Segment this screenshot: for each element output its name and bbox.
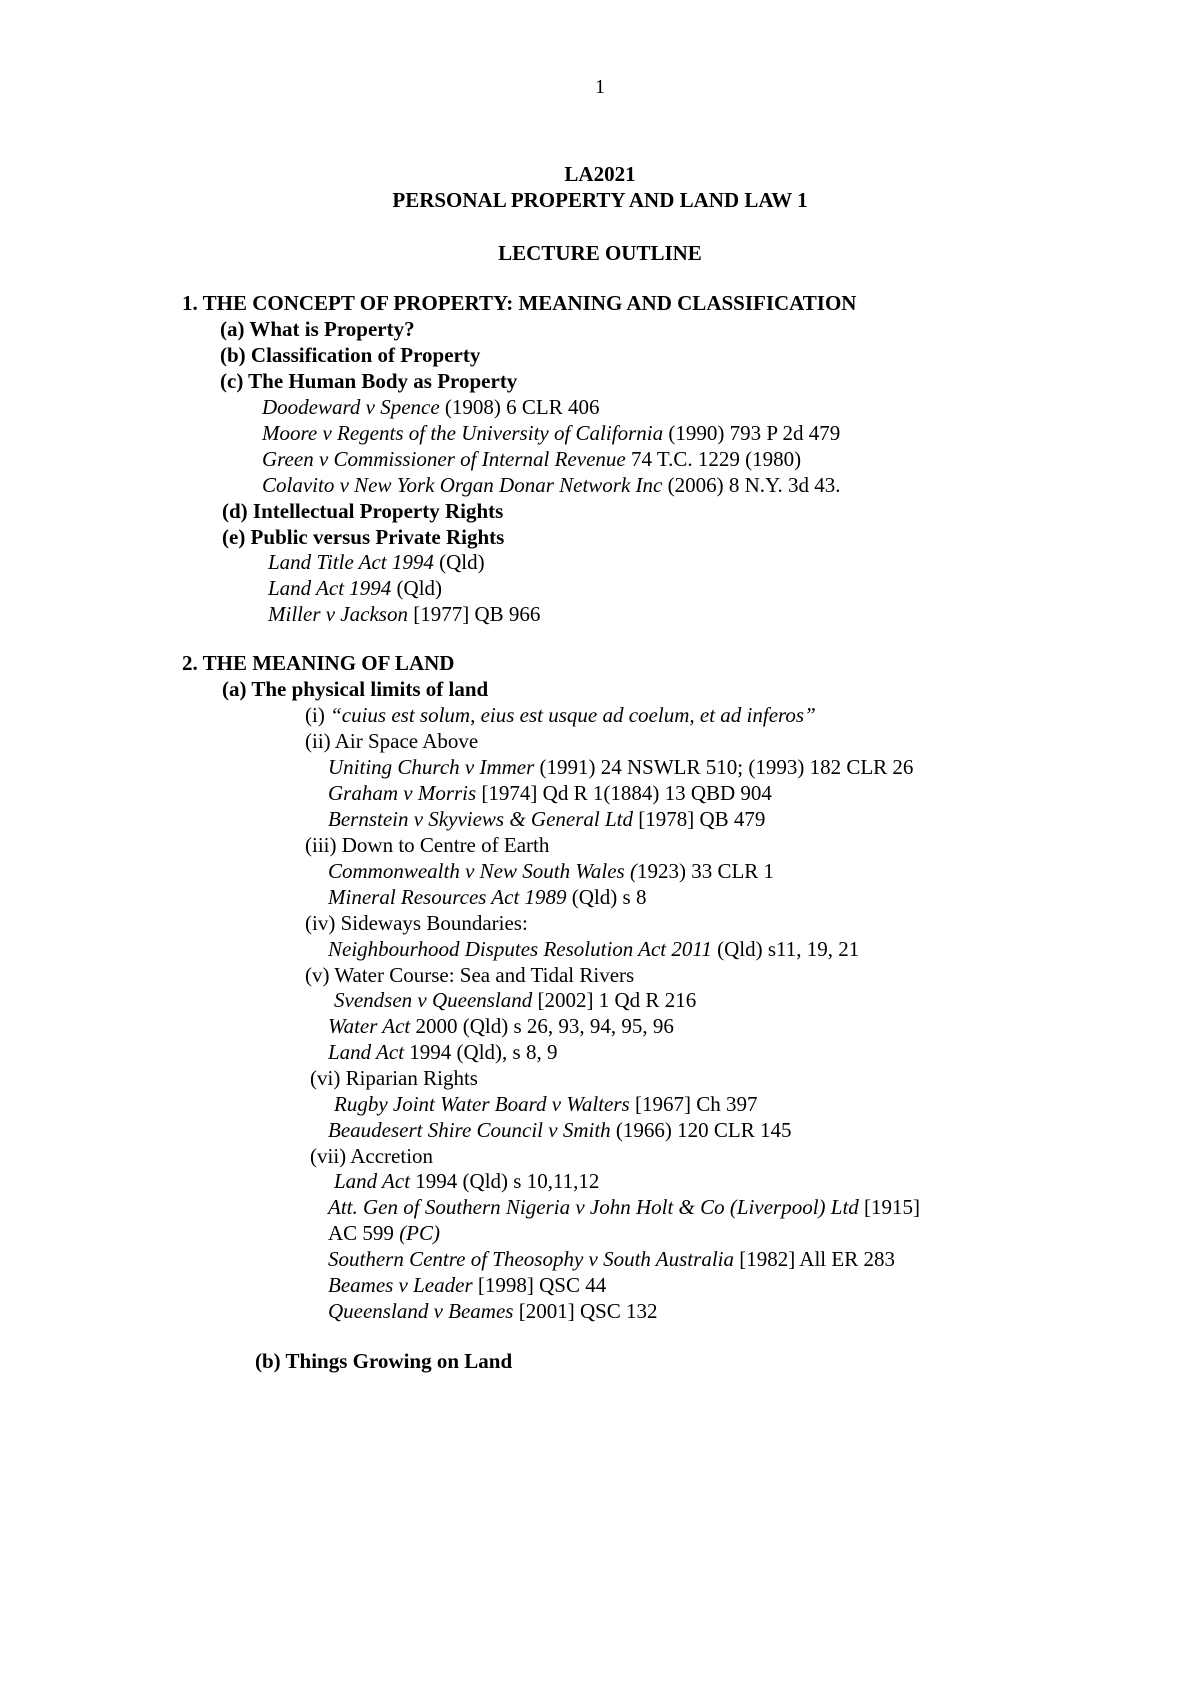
case-name: Green v Commissioner of Internal Revenue [262,447,626,471]
case-citation-continued [328,1220,440,1246]
latin-maxim [305,702,816,728]
section-1-item-c: (c) The Human Body as Property [220,369,518,393]
case-name: Moore v Regents of the University of California [262,421,664,445]
case-citation: [2002] 1 Qd R 216 [532,988,697,1012]
case-citation: AC 599 [328,1221,400,1245]
case-citation: (2006) 8 N.Y. 3d 43. [662,473,841,497]
case-name: Bernstein v Skyviews & General Ltd [328,807,634,831]
case-name: Miller v Jackson [268,602,408,626]
document-title: LECTURE OUTLINE [498,241,702,265]
maxim-text: “cuius est solum, eius est usque ad coelum, et ad inferos” [330,703,816,727]
case-citation: (Qld) s11, 19, 21 [711,937,860,961]
section-1-item-a: (a) What is Property? [220,317,415,341]
case-reference [334,987,696,1013]
case-citation: (1966) 120 CLR 145 [610,1118,792,1142]
case-name: Att. Gen of Southern Nigeria v John Holt & Co (Liverpool) Ltd [328,1195,859,1219]
subheading-centre-of-earth: (iii) Down to Centre of Earth [305,833,550,857]
subheading-air-space: (ii) Air Space Above [305,729,479,753]
case-citation: [1977] QB 966 [407,602,541,626]
case-name: Neighbourhood Disputes Resolution Act 2011 [328,937,712,961]
case-reference [268,575,442,601]
section-1-heading: 1. THE CONCEPT OF PROPERTY: MEANING AND CLASSIFICATION [182,291,857,315]
section-1-item-e: (e) Public versus Private Rights [222,525,505,549]
case-citation: 74 T.C. 1229 (1980) [625,447,802,471]
case-reference [262,394,600,420]
case-citation: [2001] QSC 132 [513,1299,658,1323]
section-2-item-b: (b) Things Growing on Land [255,1349,513,1373]
case-reference [268,549,485,575]
case-name: Water Act [328,1014,411,1038]
maxim-label: (i) [305,703,331,727]
case-citation: 2000 (Qld) s 26, 93, 94, 95, 96 [410,1014,674,1038]
case-name: Graham v Morris [328,781,477,805]
case-reference [328,936,859,962]
case-reference [262,420,840,446]
case-name: Queensland v Beames [328,1299,514,1323]
case-citation: (Qld) [391,576,443,600]
case-reference [328,780,772,806]
case-name: Mineral Resources Act 1989 [328,885,567,909]
case-citation: 1994 (Qld), s 8, 9 [404,1040,558,1064]
case-name: Commonwealth v New South Wales ( [328,859,637,883]
case-reference [262,472,840,498]
section-1-item-d: (d) Intellectual Property Rights [222,499,504,523]
course-title: PERSONAL PROPERTY AND LAND LAW 1 [392,188,808,212]
case-reference [328,884,646,910]
subheading-water-course: (v) Water Course: Sea and Tidal Rivers [305,963,635,987]
case-citation: (1990) 793 P 2d 479 [663,421,841,445]
section-2-item-a: (a) The physical limits of land [222,677,489,701]
section-1-item-b: (b) Classification of Property [220,343,481,367]
case-citation: [1978] QB 479 [633,807,766,831]
case-reference [334,1091,757,1117]
case-name: Svendsen v Queensland [334,988,533,1012]
case-reference [328,1246,895,1272]
case-name: Land Act [334,1169,411,1193]
case-citation: [1982] All ER 283 [733,1247,895,1271]
case-citation: [1967] Ch 397 [629,1092,758,1116]
case-citation: [1915] [858,1195,921,1219]
case-reference [268,601,540,627]
subheading-riparian-rights: (vi) Riparian Rights [310,1066,478,1090]
case-citation: 1994 (Qld) s 10,11,12 [410,1169,600,1193]
case-name: Beames v Leader [328,1273,473,1297]
case-name: Colavito v New York Organ Donar Network Inc [262,473,663,497]
section-2-heading: 2. THE MEANING OF LAND [182,651,455,675]
subheading-accretion: (vii) Accretion [310,1144,434,1168]
case-name: Rugby Joint Water Board v Walters [334,1092,630,1116]
case-citation: (Qld) s 8 [566,885,647,909]
case-citation: (1908) 6 CLR 406 [439,395,600,419]
case-citation: 1923) 33 CLR 1 [636,859,775,883]
case-reference [328,1194,920,1220]
case-name: Land Act [328,1040,405,1064]
case-name: Doodeward v Spence [262,395,440,419]
case-reference [328,1272,606,1298]
case-reference [328,806,765,832]
case-citation: (1991) 24 NSWLR 510; (1993) 182 CLR 26 [534,755,914,779]
case-reference [328,1039,557,1065]
case-reference [328,1013,674,1039]
case-name: Uniting Church v Immer [328,755,535,779]
case-reference [334,1168,599,1194]
case-citation: (Qld) [433,550,485,574]
course-code: LA2021 [564,162,636,186]
case-reference [328,754,913,780]
page-number: 1 [595,76,605,98]
case-reference [328,1298,658,1324]
case-name: Southern Centre of Theosophy v South Australia [328,1247,734,1271]
case-name: Beaudesert Shire Council v Smith [328,1118,611,1142]
case-citation: [1974] Qd R 1(1884) 13 QBD 904 [476,781,772,805]
subheading-sideways-boundaries: (iv) Sideways Boundaries: [305,911,528,935]
court-abbreviation: (PC) [399,1221,441,1245]
case-citation: [1998] QSC 44 [472,1273,607,1297]
case-reference [328,1117,792,1143]
case-name: Land Title Act 1994 [268,550,434,574]
case-reference [328,858,774,884]
case-reference [262,446,801,472]
case-name: Land Act 1994 [268,576,392,600]
